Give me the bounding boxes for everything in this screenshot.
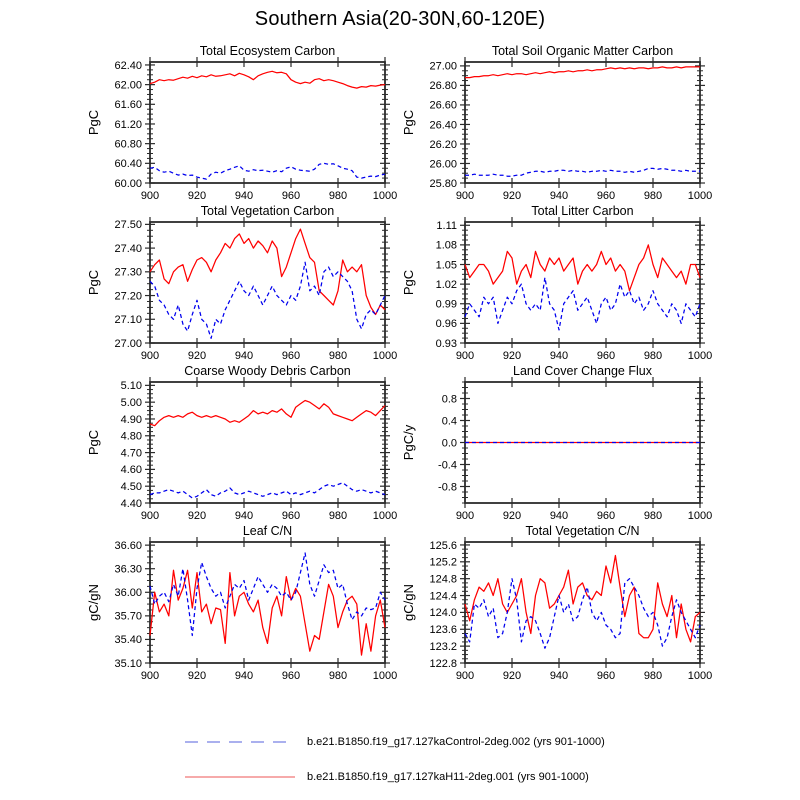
svg-text:920: 920 bbox=[187, 510, 207, 520]
svg-text:940: 940 bbox=[549, 350, 569, 360]
svg-text:4.40: 4.40 bbox=[120, 497, 142, 510]
svg-text:5.10: 5.10 bbox=[120, 380, 142, 393]
svg-text:900: 900 bbox=[455, 190, 475, 200]
svg-text:60.40: 60.40 bbox=[114, 158, 142, 171]
svg-text:920: 920 bbox=[502, 670, 522, 680]
svg-text:980: 980 bbox=[643, 510, 663, 520]
svg-text:940: 940 bbox=[234, 510, 254, 520]
svg-text:26.40: 26.40 bbox=[429, 119, 457, 132]
svg-text:960: 960 bbox=[281, 190, 301, 200]
svg-text:1000: 1000 bbox=[372, 350, 398, 360]
svg-text:960: 960 bbox=[281, 350, 301, 360]
chart-coarse-woody-debris-carbon bbox=[78, 360, 408, 520]
svg-text:0.96: 0.96 bbox=[435, 318, 457, 331]
svg-text:980: 980 bbox=[643, 350, 663, 360]
svg-text:26.60: 26.60 bbox=[429, 99, 457, 112]
svg-text:PgC: PgC bbox=[401, 109, 416, 136]
svg-text:Total Litter Carbon: Total Litter Carbon bbox=[531, 204, 634, 218]
svg-text:1000: 1000 bbox=[372, 670, 398, 680]
svg-text:960: 960 bbox=[596, 190, 616, 200]
svg-text:920: 920 bbox=[187, 350, 207, 360]
svg-text:4.50: 4.50 bbox=[120, 480, 142, 493]
svg-text:27.10: 27.10 bbox=[114, 314, 142, 327]
svg-text:60.00: 60.00 bbox=[114, 177, 142, 190]
svg-text:0.8: 0.8 bbox=[441, 393, 457, 406]
svg-text:960: 960 bbox=[596, 670, 616, 680]
svg-text:1000: 1000 bbox=[687, 670, 713, 680]
chart-total-soil-organic-matter-carbon bbox=[393, 40, 723, 200]
h11-solid-line-sample bbox=[183, 773, 297, 781]
svg-text:4.80: 4.80 bbox=[120, 430, 142, 443]
svg-text:Total Ecosystem Carbon: Total Ecosystem Carbon bbox=[199, 44, 336, 58]
svg-text:PgC: PgC bbox=[86, 429, 101, 456]
svg-text:PgC: PgC bbox=[86, 269, 101, 296]
svg-text:1.08: 1.08 bbox=[435, 239, 457, 252]
svg-text:920: 920 bbox=[502, 510, 522, 520]
svg-text:27.20: 27.20 bbox=[114, 290, 142, 303]
svg-text:27.30: 27.30 bbox=[114, 266, 142, 279]
svg-text:125.6: 125.6 bbox=[429, 539, 457, 552]
svg-text:920: 920 bbox=[187, 670, 207, 680]
svg-text:27.40: 27.40 bbox=[114, 242, 142, 255]
svg-text:900: 900 bbox=[140, 670, 160, 680]
svg-text:940: 940 bbox=[234, 350, 254, 360]
svg-text:980: 980 bbox=[328, 190, 348, 200]
legend-label-h11: b.e21.B1850.f19_g17.127kaH11-2deg.001 (yrs 901-1000) bbox=[307, 771, 589, 783]
svg-text:36.60: 36.60 bbox=[114, 539, 142, 552]
svg-text:920: 920 bbox=[502, 190, 522, 200]
svg-text:PgC: PgC bbox=[86, 109, 101, 136]
svg-text:125.2: 125.2 bbox=[429, 556, 457, 569]
svg-text:900: 900 bbox=[455, 510, 475, 520]
svg-text:4.90: 4.90 bbox=[120, 413, 142, 426]
svg-text:60.80: 60.80 bbox=[114, 138, 142, 151]
svg-text:1.05: 1.05 bbox=[435, 259, 457, 272]
svg-text:1.11: 1.11 bbox=[436, 220, 457, 233]
svg-text:1000: 1000 bbox=[372, 510, 398, 520]
svg-text:25.80: 25.80 bbox=[429, 177, 457, 190]
svg-text:PgC: PgC bbox=[401, 269, 416, 296]
svg-text:940: 940 bbox=[549, 670, 569, 680]
svg-text:26.80: 26.80 bbox=[429, 80, 457, 93]
chart-total-ecosystem-carbon bbox=[78, 40, 408, 200]
svg-text:gC/gN: gC/gN bbox=[401, 584, 416, 621]
svg-text:1000: 1000 bbox=[372, 190, 398, 200]
svg-text:124.8: 124.8 bbox=[429, 573, 457, 586]
svg-text:900: 900 bbox=[455, 350, 475, 360]
svg-text:61.60: 61.60 bbox=[114, 99, 142, 112]
svg-text:920: 920 bbox=[187, 190, 207, 200]
svg-text:122.8: 122.8 bbox=[429, 657, 457, 670]
svg-text:1.02: 1.02 bbox=[435, 278, 457, 291]
svg-text:gC/gN: gC/gN bbox=[86, 584, 101, 621]
svg-text:Total Vegetation Carbon: Total Vegetation Carbon bbox=[200, 204, 335, 218]
svg-text:62.40: 62.40 bbox=[114, 59, 142, 72]
svg-text:Total Soil Organic Matter Carb: Total Soil Organic Matter Carbon bbox=[491, 44, 674, 58]
svg-text:4.60: 4.60 bbox=[120, 464, 142, 477]
svg-text:124.0: 124.0 bbox=[429, 607, 457, 620]
svg-text:27.00: 27.00 bbox=[114, 337, 142, 350]
legend-label-control: b.e21.B1850.f19_g17.127kaControl-2deg.002 (yrs 901-1000) bbox=[307, 736, 605, 748]
svg-text:26.00: 26.00 bbox=[429, 158, 457, 171]
svg-text:960: 960 bbox=[596, 510, 616, 520]
svg-text:980: 980 bbox=[328, 670, 348, 680]
svg-text:-0.4: -0.4 bbox=[438, 459, 457, 472]
svg-text:36.00: 36.00 bbox=[114, 587, 142, 600]
svg-text:5.00: 5.00 bbox=[120, 396, 142, 409]
chart-total-litter-carbon bbox=[393, 200, 723, 360]
svg-text:960: 960 bbox=[281, 510, 301, 520]
svg-text:940: 940 bbox=[234, 190, 254, 200]
svg-text:980: 980 bbox=[643, 190, 663, 200]
svg-text:900: 900 bbox=[140, 510, 160, 520]
svg-text:940: 940 bbox=[549, 190, 569, 200]
svg-text:0.4: 0.4 bbox=[441, 415, 457, 428]
svg-text:940: 940 bbox=[234, 670, 254, 680]
svg-text:940: 940 bbox=[549, 510, 569, 520]
svg-text:27.00: 27.00 bbox=[429, 60, 457, 73]
legend-entry-control bbox=[183, 736, 605, 748]
chart-total-vegetation-cn bbox=[393, 520, 723, 680]
chart-leaf-cn bbox=[78, 520, 408, 680]
chart-total-vegetation-carbon bbox=[78, 200, 408, 360]
svg-text:960: 960 bbox=[281, 670, 301, 680]
svg-text:35.40: 35.40 bbox=[114, 634, 142, 647]
svg-text:0.0: 0.0 bbox=[441, 437, 457, 450]
svg-text:PgC/y: PgC/y bbox=[401, 424, 416, 461]
svg-text:-0.8: -0.8 bbox=[438, 481, 457, 494]
control-dashed-line-sample bbox=[183, 738, 297, 746]
svg-text:900: 900 bbox=[140, 190, 160, 200]
svg-text:920: 920 bbox=[502, 350, 522, 360]
svg-text:1000: 1000 bbox=[687, 350, 713, 360]
svg-text:27.50: 27.50 bbox=[114, 219, 142, 232]
svg-text:980: 980 bbox=[328, 350, 348, 360]
svg-text:Coarse Woody Debris Carbon: Coarse Woody Debris Carbon bbox=[184, 364, 351, 378]
svg-text:980: 980 bbox=[328, 510, 348, 520]
svg-text:0.99: 0.99 bbox=[435, 298, 457, 311]
svg-text:Land Cover Change Flux: Land Cover Change Flux bbox=[513, 364, 652, 378]
svg-text:Leaf C/N: Leaf C/N bbox=[242, 524, 293, 538]
svg-text:0.93: 0.93 bbox=[435, 337, 457, 350]
svg-text:960: 960 bbox=[596, 350, 616, 360]
svg-text:900: 900 bbox=[455, 670, 475, 680]
svg-text:Total Vegetation C/N: Total Vegetation C/N bbox=[525, 524, 640, 538]
svg-text:36.30: 36.30 bbox=[114, 563, 142, 576]
svg-text:35.10: 35.10 bbox=[114, 657, 142, 670]
svg-text:35.70: 35.70 bbox=[114, 610, 142, 623]
chart-land-cover-change-flux bbox=[393, 360, 723, 520]
svg-text:62.00: 62.00 bbox=[114, 79, 142, 92]
svg-text:4.70: 4.70 bbox=[120, 447, 142, 460]
svg-text:1000: 1000 bbox=[687, 190, 713, 200]
svg-text:123.6: 123.6 bbox=[429, 624, 457, 637]
legend-entry-h11 bbox=[183, 771, 589, 783]
svg-text:26.20: 26.20 bbox=[429, 138, 457, 151]
svg-text:900: 900 bbox=[140, 350, 160, 360]
figure-title: Southern Asia(20-30N,60-120E) bbox=[254, 8, 546, 30]
svg-text:123.2: 123.2 bbox=[429, 640, 457, 653]
svg-text:61.20: 61.20 bbox=[114, 118, 142, 131]
svg-text:124.4: 124.4 bbox=[429, 590, 457, 603]
svg-text:1000: 1000 bbox=[687, 510, 713, 520]
svg-text:980: 980 bbox=[643, 670, 663, 680]
